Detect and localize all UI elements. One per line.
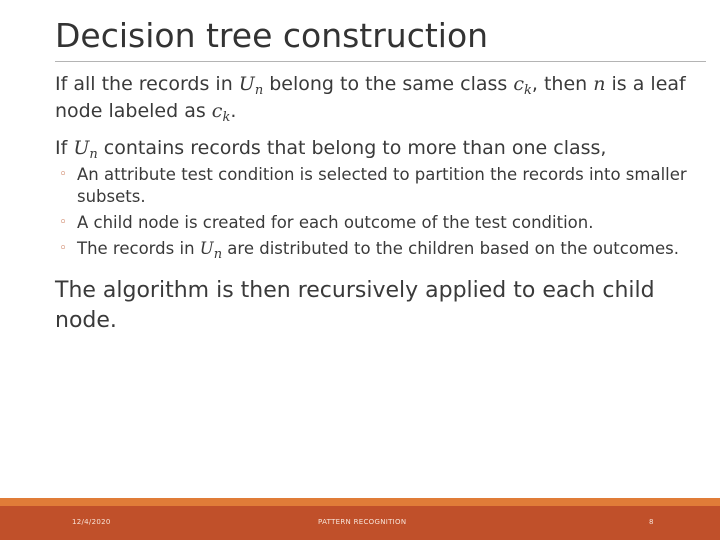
math-subscript: n <box>254 83 264 98</box>
math-var-n: n <box>593 73 606 95</box>
math-subscript: n <box>213 247 223 262</box>
leaf-condition-paragraph <box>55 71 695 125</box>
footer-accent-bar <box>0 498 720 506</box>
math-subscript: k <box>222 110 231 125</box>
text-run: If <box>55 137 74 159</box>
bullet-icon: ◦ <box>59 215 67 230</box>
text-run: contains records that belong to more than one class, <box>97 137 607 159</box>
multi-class-paragraph <box>55 135 695 162</box>
bullet-text: The records in <box>77 239 200 258</box>
footer-bar <box>0 506 720 540</box>
page-number: 8 <box>649 518 654 526</box>
footer-date: 12/4/2020 <box>72 518 111 526</box>
slide-content <box>55 71 695 336</box>
math-symbol: c <box>211 100 223 122</box>
bullet-text: A child node is created for each outcome of the test condition. <box>77 213 594 232</box>
math-var-U <box>238 73 264 98</box>
sub-bullet-list <box>55 164 695 260</box>
text-run: If all the records in <box>55 73 239 95</box>
slide-title: Decision tree construction <box>55 16 489 55</box>
title-divider <box>55 61 706 62</box>
list-item <box>59 212 695 234</box>
math-subscript: k <box>524 83 532 98</box>
text-run: . <box>230 100 237 122</box>
bullet-icon: ◦ <box>59 167 67 182</box>
math-symbol: U <box>238 73 255 95</box>
math-symbol: c <box>513 73 524 95</box>
math-subscript: n <box>89 147 98 162</box>
text-run: belong to the same class <box>263 73 514 95</box>
math-symbol: U <box>73 137 90 159</box>
math-symbol: U <box>199 239 214 258</box>
footer-title: PATTERN RECOGNITION <box>318 518 407 526</box>
math-var-c <box>513 73 532 98</box>
math-var-U <box>199 239 223 262</box>
list-item <box>59 238 695 262</box>
math-var-c <box>211 100 231 125</box>
text-run: is a leaf node labeled as <box>55 73 686 122</box>
math-var-U <box>73 137 98 162</box>
closing-paragraph: The algorithm is then recursively applied to each child node. <box>55 278 655 333</box>
bullet-icon: ◦ <box>59 241 67 256</box>
text-run: , then <box>531 73 594 95</box>
list-item <box>59 164 695 208</box>
bullet-text: are distributed to the children based on the outcomes. <box>222 239 680 258</box>
bullet-text: An attribute test condition is selected to partition the records into smaller subsets. <box>77 165 687 206</box>
